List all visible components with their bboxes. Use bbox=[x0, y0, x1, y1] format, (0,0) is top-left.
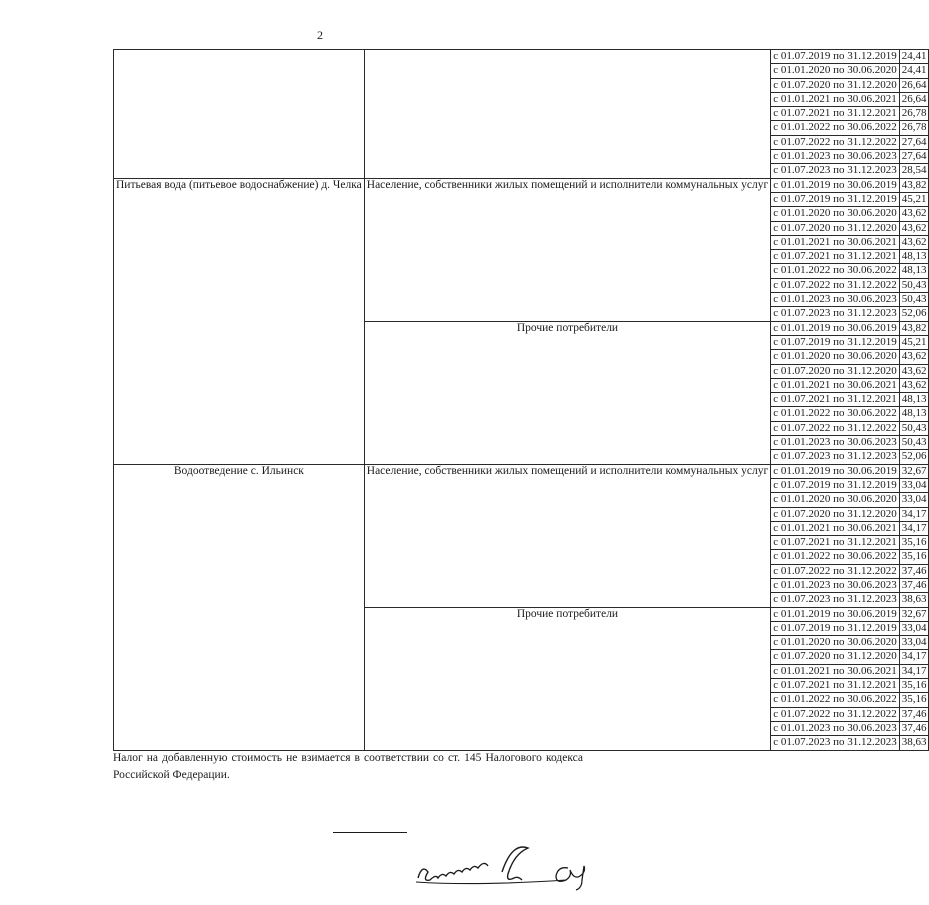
period-cell: с 01.07.2020 по 31.12.2020 bbox=[771, 221, 900, 235]
tariff-value-cell: 34,17 bbox=[899, 650, 929, 664]
tariff-value-cell: 33,04 bbox=[899, 493, 929, 507]
table-row bbox=[114, 464, 929, 478]
period-cell: с 01.07.2020 по 31.12.2020 bbox=[771, 507, 900, 521]
consumer-group-cell: Население, собственники жилых помещений и исполнители коммунальных услуг bbox=[364, 464, 770, 607]
tariff-value-cell: 26,78 bbox=[899, 121, 929, 135]
tariff-value-cell: 48,13 bbox=[899, 264, 929, 278]
period-cell: с 01.07.2019 по 31.12.2019 bbox=[771, 335, 900, 349]
tariff-value-cell: 43,82 bbox=[899, 178, 929, 192]
period-cell: с 01.01.2023 по 30.06.2023 bbox=[771, 721, 900, 735]
tariff-value-cell: 27,64 bbox=[899, 150, 929, 164]
period-cell: с 01.01.2023 по 30.06.2023 bbox=[771, 436, 900, 450]
tariff-value-cell: 38,63 bbox=[899, 593, 929, 607]
period-cell: с 01.07.2022 по 31.12.2022 bbox=[771, 278, 900, 292]
period-cell: с 01.07.2019 по 31.12.2019 bbox=[771, 621, 900, 635]
period-cell: с 01.01.2021 по 30.06.2021 bbox=[771, 92, 900, 106]
page-number: 2 bbox=[317, 28, 323, 42]
period-cell: с 01.07.2019 по 31.12.2019 bbox=[771, 50, 900, 64]
tariff-value-cell: 43,62 bbox=[899, 350, 929, 364]
period-cell: с 01.01.2022 по 30.06.2022 bbox=[771, 264, 900, 278]
tariff-value-cell: 43,62 bbox=[899, 221, 929, 235]
tariff-value-cell: 33,04 bbox=[899, 621, 929, 635]
tariff-value-cell: 48,13 bbox=[899, 250, 929, 264]
tariff-value-cell: 43,62 bbox=[899, 378, 929, 392]
tariff-value-cell: 43,62 bbox=[899, 207, 929, 221]
period-cell: с 01.01.2022 по 30.06.2022 bbox=[771, 121, 900, 135]
period-cell: с 01.07.2019 по 31.12.2019 bbox=[771, 192, 900, 206]
tariff-value-cell: 33,04 bbox=[899, 636, 929, 650]
period-cell: с 01.07.2023 по 31.12.2023 bbox=[771, 736, 900, 750]
tariff-value-cell: 38,63 bbox=[899, 736, 929, 750]
tariff-value-cell: 50,43 bbox=[899, 436, 929, 450]
period-cell: с 01.01.2021 по 30.06.2021 bbox=[771, 664, 900, 678]
period-cell: с 01.07.2022 по 31.12.2022 bbox=[771, 421, 900, 435]
vat-note: Налог на добавленную стоимость не взимается в соответствии со ст. 145 Налогового кодекса Российской Федерации. bbox=[113, 752, 583, 781]
period-cell: с 01.01.2020 по 30.06.2020 bbox=[771, 493, 900, 507]
period-cell: с 01.07.2021 по 31.12.2021 bbox=[771, 250, 900, 264]
period-cell: с 01.01.2023 по 30.06.2023 bbox=[771, 150, 900, 164]
period-cell: с 01.01.2020 по 30.06.2020 bbox=[771, 636, 900, 650]
period-cell: с 01.01.2019 по 30.06.2019 bbox=[771, 464, 900, 478]
tariff-value-cell: 48,13 bbox=[899, 407, 929, 421]
tariff-value-cell: 50,43 bbox=[899, 421, 929, 435]
service-cell bbox=[114, 50, 365, 179]
tariff-value-cell: 43,82 bbox=[899, 321, 929, 335]
tariff-value-cell: 35,16 bbox=[899, 679, 929, 693]
period-cell: с 01.07.2022 по 31.12.2022 bbox=[771, 564, 900, 578]
tariff-value-cell: 37,46 bbox=[899, 564, 929, 578]
tariff-value-cell: 43,62 bbox=[899, 235, 929, 249]
consumer-group-cell: Население, собственники жилых помещений и исполнители коммунальных услуг bbox=[364, 178, 770, 321]
tariff-value-cell: 43,62 bbox=[899, 364, 929, 378]
period-cell: с 01.07.2023 по 31.12.2023 bbox=[771, 164, 900, 178]
period-cell: с 01.07.2022 по 31.12.2022 bbox=[771, 707, 900, 721]
tariff-value-cell: 45,21 bbox=[899, 335, 929, 349]
signature-image bbox=[410, 838, 610, 898]
period-cell: с 01.07.2020 по 31.12.2020 bbox=[771, 364, 900, 378]
tariff-value-cell: 52,06 bbox=[899, 450, 929, 464]
period-cell: с 01.07.2022 по 31.12.2022 bbox=[771, 135, 900, 149]
period-cell: с 01.07.2023 по 31.12.2023 bbox=[771, 450, 900, 464]
service-cell: Водоотведение с. Ильинск bbox=[114, 464, 365, 750]
period-cell: с 01.01.2022 по 30.06.2022 bbox=[771, 407, 900, 421]
period-cell: с 01.01.2022 по 30.06.2022 bbox=[771, 693, 900, 707]
tariff-value-cell: 50,43 bbox=[899, 278, 929, 292]
tariff-table bbox=[113, 49, 929, 751]
tariff-value-cell: 24,41 bbox=[899, 50, 929, 64]
period-cell: с 01.01.2023 по 30.06.2023 bbox=[771, 578, 900, 592]
tariff-value-cell: 26,78 bbox=[899, 107, 929, 121]
tariff-value-cell: 28,54 bbox=[899, 164, 929, 178]
period-cell: с 01.01.2019 по 30.06.2019 bbox=[771, 321, 900, 335]
service-cell: Питьевая вода (питьевое водоснабжение) д. Челка bbox=[114, 178, 365, 464]
period-cell: с 01.01.2022 по 30.06.2022 bbox=[771, 550, 900, 564]
table-row bbox=[114, 178, 929, 192]
tariff-value-cell: 32,67 bbox=[899, 464, 929, 478]
period-cell: с 01.01.2021 по 30.06.2021 bbox=[771, 521, 900, 535]
tariff-value-cell: 26,64 bbox=[899, 78, 929, 92]
period-cell: с 01.01.2019 по 30.06.2019 bbox=[771, 607, 900, 621]
period-cell: с 01.01.2021 по 30.06.2021 bbox=[771, 378, 900, 392]
period-cell: с 01.01.2021 по 30.06.2021 bbox=[771, 235, 900, 249]
tariff-value-cell: 32,67 bbox=[899, 607, 929, 621]
table-row bbox=[114, 50, 929, 64]
consumer-group-cell bbox=[364, 50, 770, 179]
consumer-group-cell: Прочие потребители bbox=[364, 321, 770, 464]
tariff-value-cell: 50,43 bbox=[899, 293, 929, 307]
period-cell: с 01.07.2021 по 31.12.2021 bbox=[771, 393, 900, 407]
tariff-value-cell: 34,17 bbox=[899, 664, 929, 678]
tariff-value-cell: 26,64 bbox=[899, 92, 929, 106]
period-cell: с 01.07.2021 по 31.12.2021 bbox=[771, 679, 900, 693]
period-cell: с 01.07.2021 по 31.12.2021 bbox=[771, 107, 900, 121]
period-cell: с 01.07.2021 по 31.12.2021 bbox=[771, 536, 900, 550]
tariff-value-cell: 35,16 bbox=[899, 536, 929, 550]
period-cell: с 01.07.2023 по 31.12.2023 bbox=[771, 593, 900, 607]
tariff-value-cell: 37,46 bbox=[899, 707, 929, 721]
period-cell: с 01.01.2020 по 30.06.2020 bbox=[771, 207, 900, 221]
separator-line bbox=[333, 832, 407, 833]
period-cell: с 01.01.2023 по 30.06.2023 bbox=[771, 293, 900, 307]
tariff-value-cell: 35,16 bbox=[899, 550, 929, 564]
tariff-value-cell: 24,41 bbox=[899, 64, 929, 78]
consumer-group-cell: Прочие потребители bbox=[364, 607, 770, 750]
period-cell: с 01.01.2019 по 30.06.2019 bbox=[771, 178, 900, 192]
tariff-value-cell: 45,21 bbox=[899, 192, 929, 206]
tariff-value-cell: 34,17 bbox=[899, 507, 929, 521]
tariff-value-cell: 37,46 bbox=[899, 578, 929, 592]
tariff-value-cell: 48,13 bbox=[899, 393, 929, 407]
period-cell: с 01.07.2023 по 31.12.2023 bbox=[771, 307, 900, 321]
period-cell: с 01.07.2020 по 31.12.2020 bbox=[771, 78, 900, 92]
tariff-value-cell: 52,06 bbox=[899, 307, 929, 321]
period-cell: с 01.01.2020 по 30.06.2020 bbox=[771, 64, 900, 78]
period-cell: с 01.07.2020 по 31.12.2020 bbox=[771, 650, 900, 664]
tariff-value-cell: 27,64 bbox=[899, 135, 929, 149]
period-cell: с 01.01.2020 по 30.06.2020 bbox=[771, 350, 900, 364]
tariff-value-cell: 35,16 bbox=[899, 693, 929, 707]
tariff-value-cell: 33,04 bbox=[899, 478, 929, 492]
period-cell: с 01.07.2019 по 31.12.2019 bbox=[771, 478, 900, 492]
tariff-value-cell: 34,17 bbox=[899, 521, 929, 535]
tariff-value-cell: 37,46 bbox=[899, 721, 929, 735]
